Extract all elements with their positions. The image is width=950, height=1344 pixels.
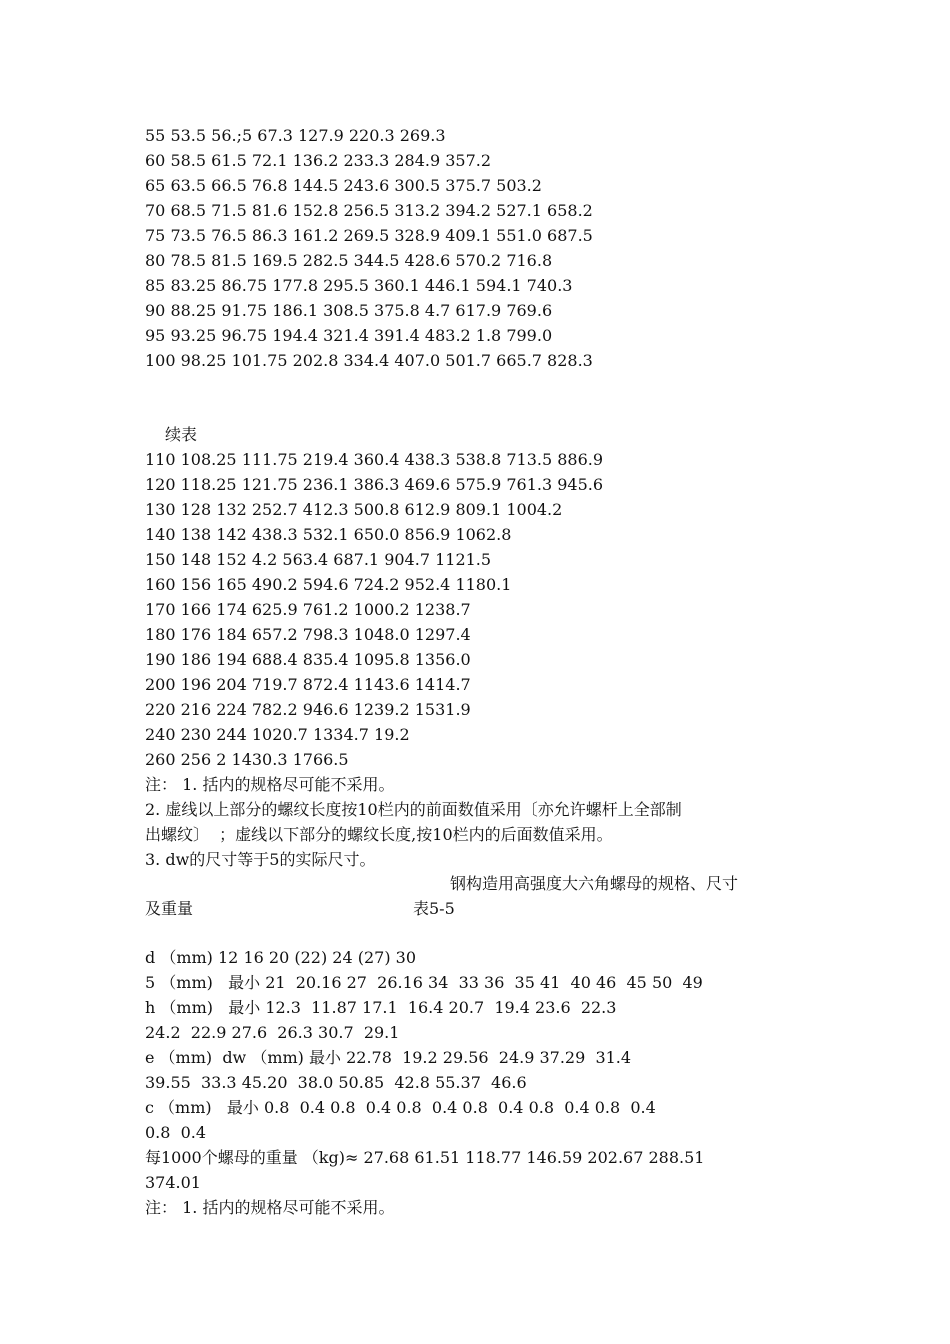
table-row: 120 118.25 121.75 236.1 386.3 469.6 575.9 761.3 945.6 — [145, 475, 604, 494]
table-title-cont: 及重量 — [145, 899, 194, 918]
table-row: 170 166 174 625.9 761.2 1000.2 1238.7 — [145, 600, 471, 619]
table-row: 39.55 33.3 45.20 38.0 50.85 42.8 55.37 46.6 — [145, 1073, 527, 1092]
table-row: 200 196 204 719.7 872.4 1143.6 1414.7 — [145, 675, 471, 694]
table-number: 表5-5 — [413, 899, 455, 918]
table-row: 70 68.5 71.5 81.6 152.8 256.5 313.2 394.2 527.1 658.2 — [145, 201, 593, 220]
table-row: 180 176 184 657.2 798.3 1048.0 1297.4 — [145, 625, 471, 644]
table-row: 75 73.5 76.5 86.3 161.2 269.5 328.9 409.1 551.0 687.5 — [145, 226, 593, 245]
table-row: c （mm) 最小 0.8 0.4 0.8 0.4 0.8 0.4 0.8 0.4 0.8 0.4 0.8 0.4 — [145, 1098, 656, 1117]
table-row: 160 156 165 490.2 594.6 724.2 952.4 1180.1 — [145, 575, 512, 594]
table-row: 80 78.5 81.5 169.5 282.5 344.5 428.6 570.2 716.8 — [145, 251, 553, 270]
table-row: 240 230 244 1020.7 1334.7 19.2 — [145, 725, 410, 744]
note-line: 出螺纹〕 ；虚线以下部分的螺纹长度,按10栏内的后面数值采用。 — [145, 825, 613, 844]
note-line: 注： 1. 括内的规格尽可能不采用。 — [145, 775, 395, 794]
table-row: 55 53.5 56.;5 67.3 127.9 220.3 269.3 — [145, 126, 446, 145]
note-line: 注： 1. 括内的规格尽可能不采用。 — [145, 1198, 395, 1217]
table-row: 95 93.25 96.75 194.4 321.4 391.4 483.2 1.8 799.0 — [145, 326, 553, 345]
table-row: 220 216 224 782.2 946.6 1239.2 1531.9 — [145, 700, 471, 719]
table-row: 5 （mm) 最小 21 20.16 27 26.16 34 33 36 35 41 40 46 45 50 49 — [145, 973, 703, 992]
table-row: 260 256 2 1430.3 1766.5 — [145, 750, 349, 769]
continued-label: 续表 — [165, 425, 198, 444]
table-title: 钢构造用高强度大六角螺母的规格、尺寸 — [450, 874, 739, 893]
table-row: 60 58.5 61.5 72.1 136.2 233.3 284.9 357.2 — [145, 151, 492, 170]
table-row: 90 88.25 91.75 186.1 308.5 375.8 4.7 617.9 769.6 — [145, 301, 553, 320]
table-row: 190 186 194 688.4 835.4 1095.8 1356.0 — [145, 650, 471, 669]
table-row: 110 108.25 111.75 219.4 360.4 438.3 538.8 713.5 886.9 — [145, 450, 604, 469]
table-row: 0.8 0.4 — [145, 1123, 207, 1142]
table-row: 85 83.25 86.75 177.8 295.5 360.1 446.1 594.1 740.3 — [145, 276, 573, 295]
table-row: 每1000个螺母的重量 （kg)≈ 27.68 61.51 118.77 146.59 202.67 288.51 — [145, 1148, 705, 1167]
table-row: 100 98.25 101.75 202.8 334.4 407.0 501.7 665.7 828.3 — [145, 351, 593, 370]
table-row: 140 138 142 438.3 532.1 650.0 856.9 1062.8 — [145, 525, 512, 544]
note-line: 3. dw的尺寸等于5的实际尺寸。 — [145, 850, 376, 869]
table-row: h （mm) 最小 12.3 11.87 17.1 16.4 20.7 19.4 23.6 22.3 — [145, 998, 617, 1017]
table-row: 374.01 — [145, 1173, 201, 1192]
table-row: 130 128 132 252.7 412.3 500.8 612.9 809.1 1004.2 — [145, 500, 563, 519]
table-row: 24.2 22.9 27.6 26.3 30.7 29.1 — [145, 1023, 400, 1042]
note-line: 2. 虚线以上部分的螺纹长度按10栏内的前面数值采用〔亦允许螺杆上全部制 — [145, 800, 682, 819]
table-row: 65 63.5 66.5 76.8 144.5 243.6 300.5 375.7 503.2 — [145, 176, 542, 195]
table-row: d （mm) 12 16 20 (22) 24 (27) 30 — [145, 948, 417, 967]
table-row: e （mm) dw （mm) 最小 22.78 19.2 29.56 24.9 37.29 31.4 — [145, 1048, 632, 1067]
table-row: 150 148 152 4.2 563.4 687.1 904.7 1121.5 — [145, 550, 492, 569]
